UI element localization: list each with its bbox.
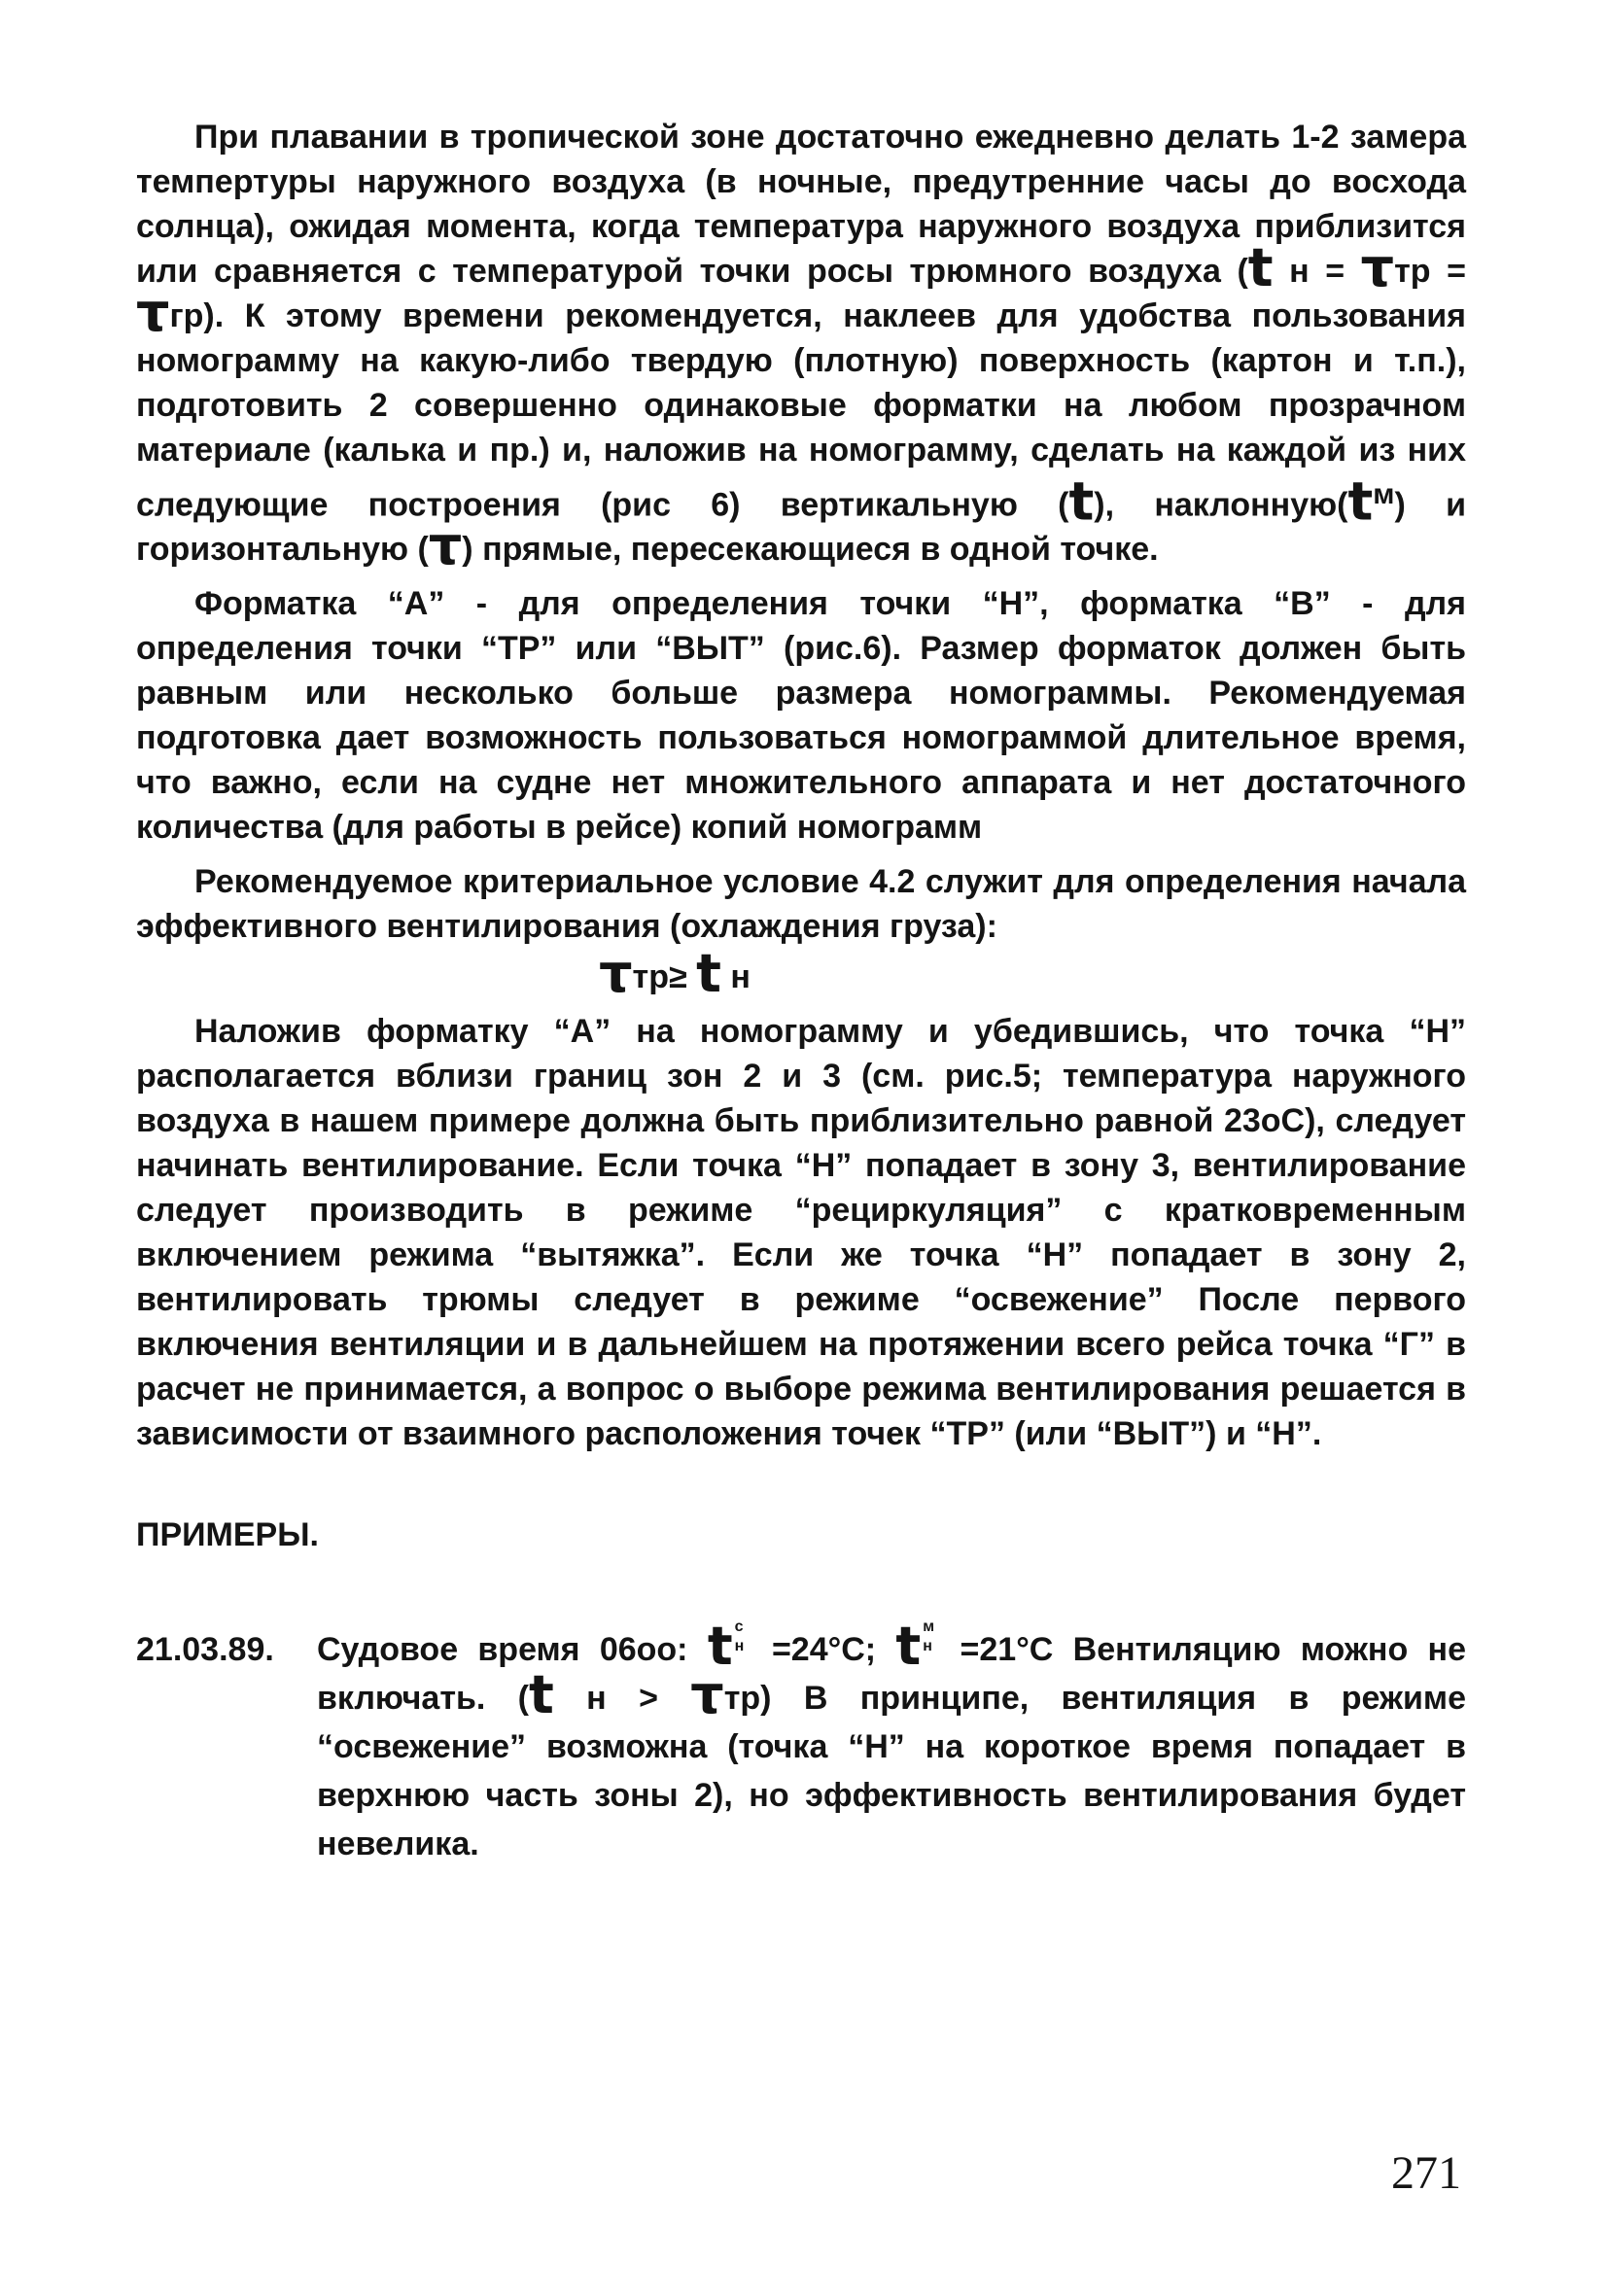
- paragraph-3: Рекомендуемое критериальное условие 4.2 служит для определения начала эффективного вентилирования (охлаждения груза):: [136, 863, 1466, 946]
- superscript: м: [923, 1618, 935, 1636]
- superscript: с: [734, 1618, 744, 1636]
- formula-ge-sign: ≥: [668, 958, 687, 996]
- example-entry: [136, 1616, 1466, 1868]
- symbol-tau: τ: [599, 943, 633, 1005]
- symbol-tau: τ: [690, 1664, 724, 1726]
- symbol-tau: τ: [136, 282, 170, 343]
- text-run: =24°С;: [751, 1631, 896, 1669]
- text-run: При плавании в тропической зоне достаточно ежедневно делать 1-2 замера темпертуры наружного воздуха (в ночные, предутренние часы до восхода солнца), ожидая момента, когда температура наружного воздуха приблизится или сравняется с температурой точки росы трюмного воздуха (: [136, 119, 1466, 290]
- formula-subscript-tr: тр: [632, 958, 669, 996]
- sup-sub-pair: [921, 1618, 940, 1658]
- criterion-formula: [136, 943, 1466, 1005]
- paragraph-2: Форматка “А” - для определения точки “Н”, форматка “В” - для определения точки “ТР” или “ВЫТ” (рис.6). Размер форматок должен быть равным или несколько больше размера номограммы. Рекомендуемая подготовка дает возможность пользоваться номограммой длительное время, что важно, если на судне нет множительного аппарата и нет достаточного количества (для работы в рейсе) копий номограмм: [136, 585, 1466, 847]
- text-run: н >: [553, 1680, 691, 1718]
- subscript: н: [923, 1638, 932, 1655]
- symbol-t: t: [1347, 470, 1374, 533]
- text-run: н =: [1273, 253, 1361, 290]
- text-run: ), наклонную(: [1094, 486, 1348, 524]
- text-run: гр). К этому времени рекомендуется, наклеев для удобства пользования номограмму на какую-либо твердую (плотную) поверхность (картон и т.п.), подготовить 2 совершенно одинаковые форматки на любом прозрачном материале (калька и пр.) и, наложив на номограмму, сделать на каждой из них следующие построения (рис 6) вертикальную (: [136, 297, 1466, 524]
- example-body: [317, 1616, 1466, 1868]
- section-heading: ПРИМЕРЫ.: [136, 1516, 319, 1554]
- paragraph-4: Наложив форматку “А” на номограмму и убедившись, что точка “Н” располагается вблизи границ зон 2 и 3 (см. рис.5; температура наружного воздуха в нашем примере должна быть приблизительно равной 23оС), следует начинать вентилирование. Если точка “Н” попадает в зону 3, вентилирование следует производить в режиме “рециркуляция” с кратковременным включением режима “вытяжка”. Если же точка “Н” попадает в зону 2, вентилировать трюмы следует в режиме “освежение” После первого включения вентиляции и в дальнейшем на протяжении всего рейса точка “Г” в расчет не принимается, а вопрос о выборе режима вентилирования решается в зависимости от взаимного расположения точек “ТР” (или “ВЫТ”) и “Н”.: [136, 1013, 1466, 1453]
- symbol-tau: τ: [428, 515, 463, 577]
- subscript: н: [734, 1638, 745, 1655]
- symbol-t: t: [529, 1664, 554, 1726]
- text-run: ) и горизонтальную (: [136, 486, 1466, 569]
- page-content: [136, 115, 1466, 1868]
- text-run: Судовое время 06оо:: [317, 1631, 708, 1669]
- superscript-m: м: [1373, 478, 1395, 510]
- page-number: 271: [1391, 2147, 1461, 2199]
- text-run: тр) В принципе, вентиляция в режиме “освежение” возможна (точка “Н” на короткое время попадает в верхнюю часть зоны 2), но эффективность вентилирования будет невелика.: [317, 1680, 1466, 1863]
- symbol-t: t: [1247, 237, 1274, 298]
- text-run: =21°С Вентиляцию можно не включать. (: [317, 1631, 1466, 1718]
- sup-sub-pair: [733, 1618, 752, 1658]
- text-run: ) прямые, пересекающиеся в одной точке.: [462, 531, 1159, 569]
- symbol-t: t: [696, 943, 721, 1005]
- formula-subscript-n: н: [730, 958, 751, 996]
- text-run: тр =: [1394, 253, 1466, 290]
- example-date: 21.03.89.: [136, 1631, 274, 1669]
- symbol-t: t: [895, 1616, 922, 1678]
- paragraph-1: [136, 115, 1466, 577]
- symbol-t: t: [1068, 470, 1095, 533]
- symbol-t: t: [707, 1616, 733, 1678]
- symbol-tau: τ: [1360, 237, 1395, 298]
